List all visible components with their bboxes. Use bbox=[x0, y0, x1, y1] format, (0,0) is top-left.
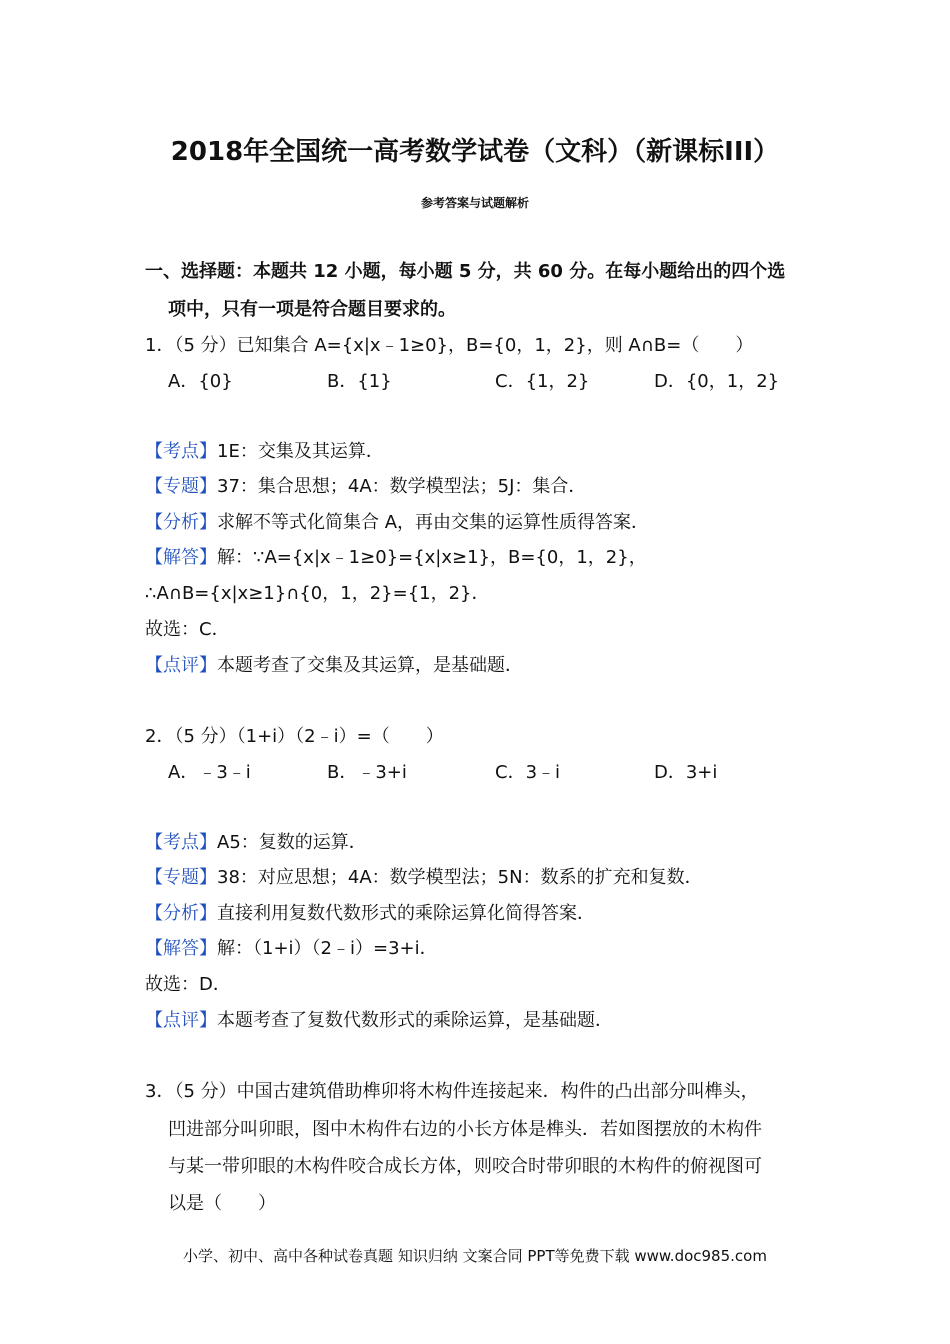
q2-zhuanti-tag: 【专题】 bbox=[145, 867, 217, 888]
q3-stem-line4: 以是（ ） bbox=[168, 1193, 276, 1214]
q1-option-c: C．{1，2} bbox=[495, 371, 590, 392]
q2-option-d: D．3+i bbox=[654, 762, 718, 783]
q2-fenxi bbox=[145, 899, 595, 925]
q1-kaodian-text: 1E：交集及其运算． bbox=[217, 441, 384, 462]
q1-dianping bbox=[145, 651, 523, 677]
q1-jieda-line2: ∴A∩B={x|x≥1}∩{0，1，2}={1，2}． bbox=[145, 583, 490, 604]
q2-stem: 2．（5 分）（1+i）（2﹣i）=（ ） bbox=[145, 726, 444, 747]
q1-zhuanti-text: 37：集合思想；4A：数学模型法；5J：集合． bbox=[217, 476, 587, 497]
q2-option-c: C．3﹣i bbox=[495, 762, 561, 783]
q1-option-d: D．{0，1，2} bbox=[654, 371, 780, 392]
q2-kaodian-text: A5：复数的运算． bbox=[217, 832, 367, 853]
q3-stem-line2: 凹进部分叫卯眼，图中木构件右边的小长方体是榫头．若如图摆放的木构件 bbox=[168, 1119, 762, 1140]
q2-option-a: A．﹣3﹣i bbox=[168, 762, 251, 783]
q3-stem-line1: 3．（5 分）中国古建筑借助榫卯将木构件连接起来．构件的凸出部分叫榫头， bbox=[145, 1081, 759, 1102]
q3-stem-line3: 与某一带卯眼的木构件咬合成长方体，则咬合时带卯眼的木构件的俯视图可 bbox=[168, 1156, 762, 1177]
q2-jieda-tag: 【解答】 bbox=[145, 938, 217, 959]
q2-jieda-text: 解：（1+i）（2﹣i）=3+i． bbox=[217, 938, 438, 959]
q1-option-b: B．{1} bbox=[327, 371, 392, 392]
q1-kaodian bbox=[145, 437, 384, 463]
section-heading-line2: 项中，只有一项是符合题目要求的。 bbox=[168, 299, 456, 320]
q2-dianping bbox=[145, 1006, 613, 1032]
q1-jieda-text: 解：∵A={x|x﹣1≥0}={x|x≥1}，B={0，1，2}， bbox=[217, 547, 647, 568]
q1-zhuanti bbox=[145, 472, 586, 498]
q1-stem: 1．（5 分）已知集合 A={x|x﹣1≥0}，B={0，1，2}，则 A∩B=（ ） bbox=[145, 335, 754, 356]
q2-zhuanti-text: 38：对应思想；4A：数学模型法；5N：数系的扩充和复数． bbox=[217, 867, 703, 888]
q1-jieda bbox=[145, 543, 647, 569]
q1-jieda-tag: 【解答】 bbox=[145, 547, 217, 568]
q2-option-b: B．﹣3+i bbox=[327, 762, 407, 783]
q2-kaodian-tag: 【考点】 bbox=[145, 832, 217, 853]
q1-fenxi-tag: 【分析】 bbox=[145, 512, 217, 533]
q1-answer: 故选：C． bbox=[145, 619, 230, 640]
q1-dianping-tag: 【点评】 bbox=[145, 655, 217, 676]
section-heading-line1: 一、选择题：本题共 12 小题，每小题 5 分，共 60 分。在每小题给出的四个选 bbox=[145, 261, 786, 282]
q2-dianping-tag: 【点评】 bbox=[145, 1010, 217, 1031]
q1-option-a: A．{0} bbox=[168, 371, 233, 392]
page-title: 2018年全国统一高考数学试卷（文科）（新课标III） bbox=[170, 137, 780, 167]
q2-zhuanti bbox=[145, 863, 703, 889]
q2-fenxi-tag: 【分析】 bbox=[145, 903, 217, 924]
q2-jieda bbox=[145, 934, 438, 960]
q2-dianping-text: 本题考查了复数代数形式的乘除运算，是基础题． bbox=[217, 1010, 613, 1031]
page-footer: 小学、初中、高中各种试卷真题 知识归纳 文案合同 PPT等免费下载 www.doc985.com bbox=[183, 1247, 767, 1265]
q2-fenxi-text: 直接利用复数代数形式的乘除运算化简得答案． bbox=[217, 903, 595, 924]
q1-zhuanti-tag: 【专题】 bbox=[145, 476, 217, 497]
q2-kaodian bbox=[145, 828, 367, 854]
q1-dianping-text: 本题考查了交集及其运算，是基础题． bbox=[217, 655, 523, 676]
q1-fenxi-text: 求解不等式化简集合 A，再由交集的运算性质得答案． bbox=[217, 512, 650, 533]
q2-answer: 故选：D． bbox=[145, 974, 231, 995]
q1-fenxi bbox=[145, 508, 649, 534]
q1-kaodian-tag: 【考点】 bbox=[145, 441, 217, 462]
page-subtitle: 参考答案与试题解析 bbox=[420, 196, 529, 210]
